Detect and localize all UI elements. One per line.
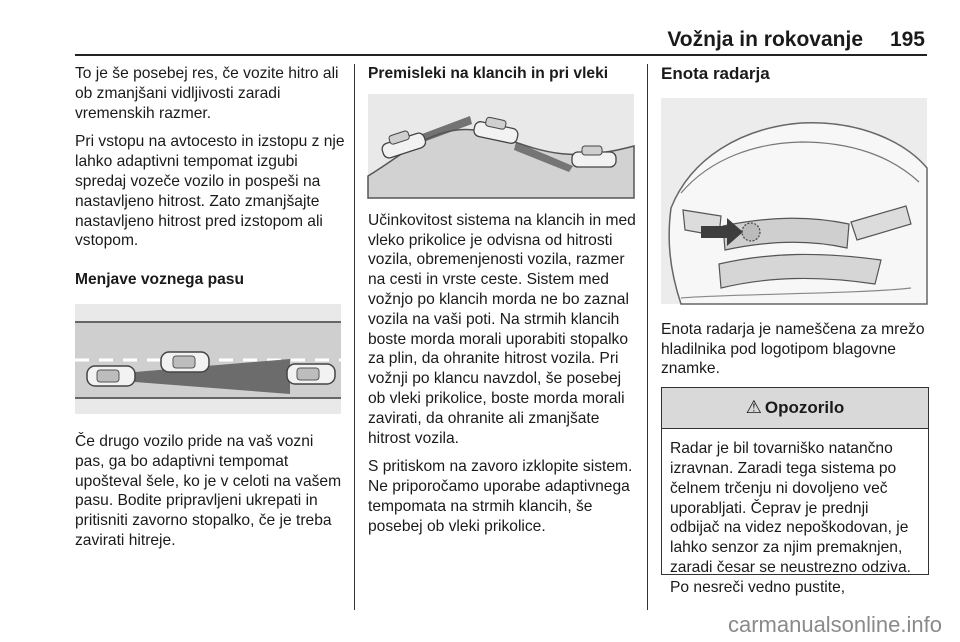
watermark: carmanualsonline.info [727, 612, 942, 637]
lane-change-heading: Menjave voznega pasu [75, 271, 244, 289]
radar-figure [661, 98, 927, 304]
lane-change-figure [75, 304, 341, 414]
hills-illustration [368, 94, 634, 198]
column-divider-2 [647, 64, 648, 610]
warning-title: Opozorilo [764, 398, 845, 418]
paragraph-hills: Učinkovitost sistema na klancih in med vleko prikolice je odvisna od hitrosti vozila, obremenjenosti vozila, razmer na cesti in vrste ceste. Sistem med vožnjo po klancih morda ne bo zaznal vozila na vaši poti. Na strmih klancih boste morda morali uporabiti stopalko za plin, da ohranite hitrost vozila. Pri vožnji po klancu navzdol, še posebej ob vleki prikolice, boste morda morali zavirati, da ohranite ali zmanjšate hitrost vozila. [368, 211, 636, 447]
warning-title-bar [662, 388, 928, 429]
warning-box [661, 387, 929, 596]
hills-towing-heading: Premisleki na klancih in pri vleki [368, 65, 609, 82]
car-ahead [287, 364, 335, 384]
column-1 [75, 64, 345, 551]
column-divider-1 [354, 64, 355, 610]
paragraph-brake: S pritiskom na zavoro izklopite sistem. Ne priporočamo uporabe adaptivnega tempomata na strmih klancih, še posebej ob vleki prikolice. [368, 458, 633, 535]
section-title: Vožnja in rokovanje [667, 28, 863, 51]
warning-text: Radar je bil tovarniško natančno izravnan. Zaradi tega sistema po čelnem trčenju ni dovoljeno več uporabljati. Čeprav je prednji odbijač na videz nepoškodovan, je lahko senzor za njim premaknjen, zaradi česar se neustrezno odziva. Po nesreči vedno pustite, [670, 440, 911, 596]
car-own [87, 366, 135, 386]
hills-figure [368, 94, 634, 198]
lane-change-illustration [75, 304, 341, 414]
page-number: 195 [889, 28, 925, 51]
radar-unit-illustration [661, 98, 927, 304]
radar-sensor [742, 223, 760, 241]
warning-triangle-icon: ⚠ [745, 397, 762, 418]
paragraph-radar-location: Enota radarja je nameščena za mrežo hladilnika pod logotipom blagovne znamke. [661, 320, 925, 378]
radar-unit-heading: Enota radarja [661, 64, 770, 83]
car-downhill [572, 146, 616, 167]
paragraph-motorway: Pri vstopu na avtocesto in izstopu z nje lahko adaptivni tempomat izgubi spredaj vozeče vozilo in pospeši na nastavljeno hitrost. Zato zmanjšajte nastavljeno hitrost pred izstopom ali vstopom. [75, 133, 345, 250]
page-header [75, 28, 927, 56]
column-3 [661, 64, 929, 596]
paragraph-lane-change: Če drugo vozilo pride na vaš vozni pas, ga bo adaptivni tempomat upošteval šele, ko je v celoti na vašem pasu. Bodite pripravljeni ukrepati in pritisniti zavorno stopalko, če je treba zavirati hitreje. [75, 432, 342, 549]
column-2 [368, 64, 636, 537]
car-cutting-in [161, 352, 209, 372]
paragraph-visibility: To je še posebej res, če vozite hitro ali ob zmanjšani vidljivosti zaradi vremenskih razmer. [75, 65, 339, 122]
